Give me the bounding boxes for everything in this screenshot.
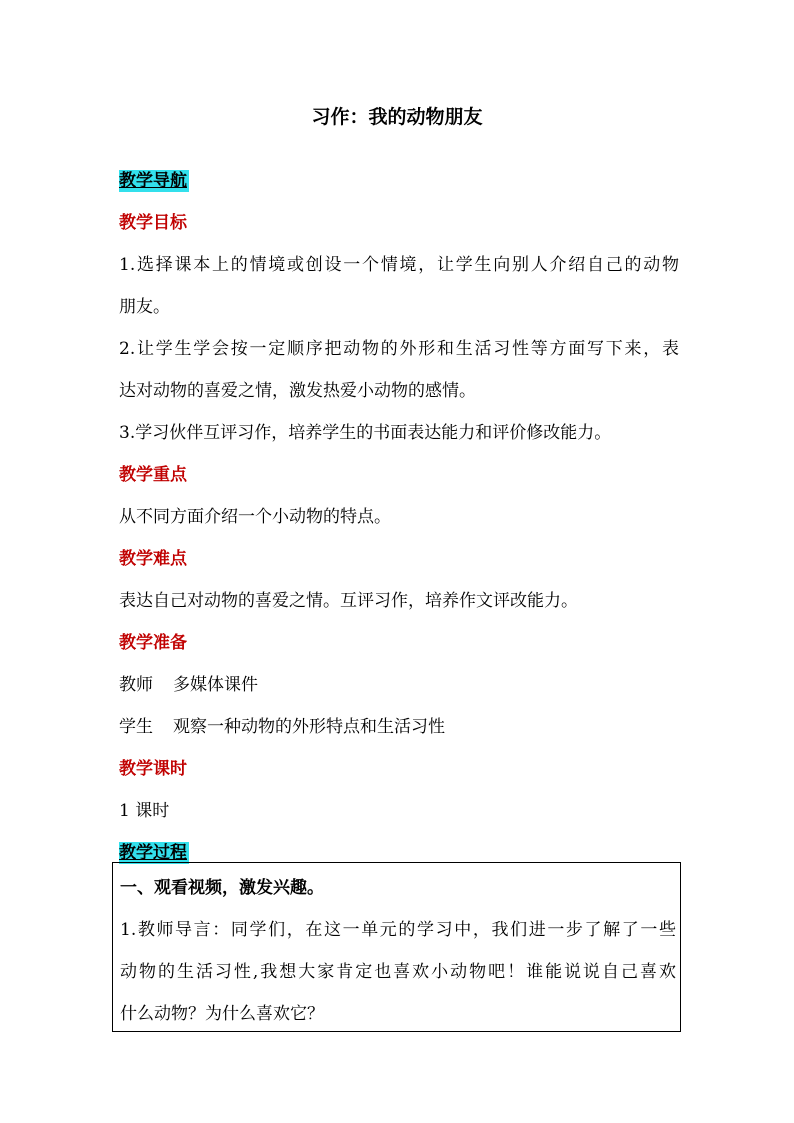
key-point-heading: 教学重点	[119, 465, 187, 485]
process-para-1-line-2: 动物的生活习性,我想大家肯定也喜欢小动物吧！谁能说说自己喜欢	[120, 962, 676, 982]
process-table-cell	[120, 867, 676, 1035]
hours-heading: 教学课时	[119, 759, 187, 779]
teacher-label: 教师	[119, 675, 153, 695]
goal-2-line-1: 2.让学生学会按一定顺序把动物的外形和生活习性等方面写下来，表	[119, 339, 679, 359]
preparation-teacher	[119, 664, 679, 706]
student-text: 观察一种动物的外形特点和生活习性	[173, 717, 445, 737]
difficulty-heading-line	[119, 538, 679, 580]
difficulty-heading: 教学难点	[119, 549, 187, 569]
document-body	[119, 160, 679, 874]
goals-heading-line	[119, 202, 679, 244]
preparation-heading-line	[119, 622, 679, 664]
nav-heading: 教学导航	[119, 171, 187, 191]
hours-heading-line	[119, 748, 679, 790]
difficulty-text: 表达自己对动物的喜爱之情。互评习作，培养作文评改能力。	[119, 591, 578, 611]
key-point-text: 从不同方面介绍一个小动物的特点。	[119, 507, 391, 527]
goal-2-line-2: 达对动物的喜爱之情，激发热爱小动物的感情。	[119, 381, 476, 401]
hours-text: 1 课时	[119, 801, 170, 821]
goal-1-line-1: 1.选择课本上的情境或创设一个情境，让学生向别人介绍自己的动物	[119, 255, 679, 275]
process-section-title: 一、观看视频，激发兴趣。	[120, 878, 324, 898]
process-table	[112, 862, 681, 1032]
process-heading: 教学过程	[119, 843, 187, 863]
goal-1-line-2: 朋友。	[119, 297, 170, 317]
goal-3-line-1: 3.学习伙伴互评习作，培养学生的书面表达能力和评价修改能力。	[119, 423, 612, 443]
goals-heading: 教学目标	[119, 213, 187, 233]
section-nav	[119, 160, 679, 202]
preparation-heading: 教学准备	[119, 633, 187, 653]
process-para-1-line-1: 1.教师导言：同学们，在这一单元的学习中，我们进一步了解了一些	[120, 920, 676, 940]
document-title: 习作：我的动物朋友	[311, 106, 483, 128]
preparation-student	[119, 706, 679, 748]
student-label: 学生	[119, 717, 153, 737]
teacher-text: 多媒体课件	[173, 675, 258, 695]
key-point-heading-line	[119, 454, 679, 496]
process-para-1-line-3: 什么动物？为什么喜欢它？	[120, 1004, 324, 1024]
